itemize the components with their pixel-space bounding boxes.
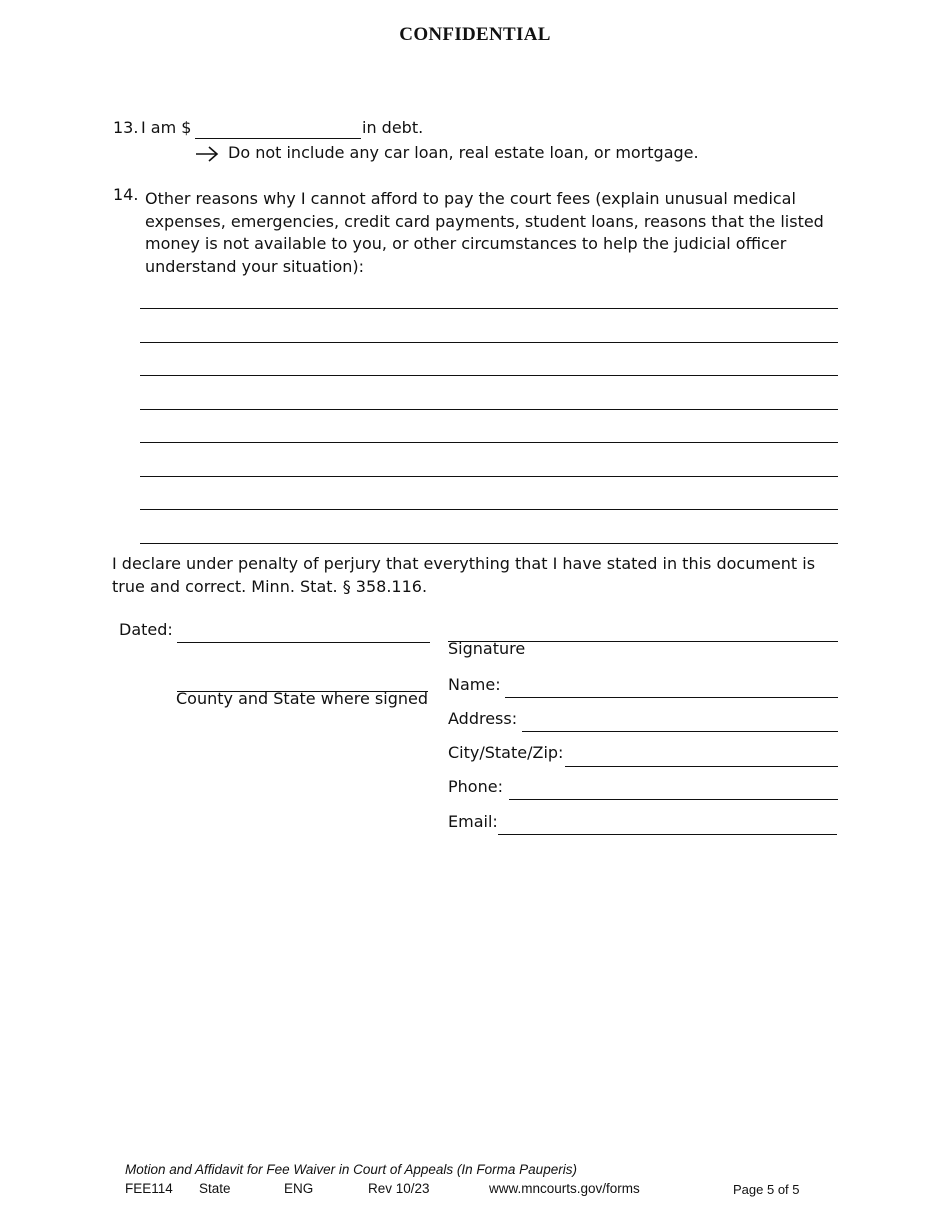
address-label: Address: [448, 709, 518, 728]
confidential-header: CONFIDENTIAL [399, 24, 551, 45]
explanation-line[interactable] [140, 442, 838, 443]
phone-field[interactable] [509, 799, 838, 800]
name-label: Name: [448, 675, 501, 694]
explanation-line[interactable] [140, 543, 838, 544]
q13-number: 13. [113, 118, 139, 137]
q13-note: Do not include any car loan, real estate loan, or mortgage. [228, 143, 699, 162]
email-field[interactable] [498, 834, 837, 835]
county-state-label: County and State where signed [176, 689, 428, 708]
footer-form-title: Motion and Affidavit for Fee Waiver in Court of Appeals (In Forma Pauperis) [125, 1162, 577, 1177]
city-state-zip-field[interactable] [565, 766, 838, 767]
dated-label: Dated: [119, 620, 173, 639]
footer-language: ENG [284, 1181, 314, 1196]
explanation-line[interactable] [140, 308, 838, 309]
explanation-line[interactable] [140, 375, 838, 376]
explanation-line[interactable] [140, 476, 838, 477]
name-field[interactable] [505, 697, 838, 698]
footer-jurisdiction: State [199, 1181, 231, 1196]
address-field[interactable] [522, 731, 838, 732]
explanation-line[interactable] [140, 509, 838, 510]
footer-revision: Rev 10/23 [368, 1181, 430, 1196]
q14-text: Other reasons why I cannot afford to pay the court fees (explain unusual medical expenses, emergencies, credit card payments, student loans, reasons that the listed money is not available to you, or other circumstances to help the judicial officer understand your situation): [145, 189, 824, 276]
q13-prefix: I am $ [141, 118, 192, 137]
dated-field[interactable] [177, 642, 430, 643]
phone-label: Phone: [448, 777, 503, 796]
footer-page-number: Page 5 of 5 [733, 1182, 800, 1197]
footer-website[interactable]: www.mncourts.gov/forms [489, 1181, 640, 1196]
explanation-line[interactable] [140, 342, 838, 343]
q14-number: 14. [113, 185, 139, 204]
perjury-declaration: I declare under penalty of perjury that everything that I have stated in this document is true and correct. Minn. Stat. § 358.116. [112, 554, 816, 596]
debt-amount-field[interactable] [195, 138, 361, 139]
q13-suffix: in debt. [362, 118, 424, 137]
city-state-zip-label: City/State/Zip: [448, 743, 564, 762]
footer-form-code: FEE114 [125, 1181, 173, 1196]
email-label: Email: [448, 812, 498, 831]
arrow-right-icon [195, 145, 221, 167]
signature-label: Signature [448, 639, 526, 658]
explanation-line[interactable] [140, 409, 838, 410]
